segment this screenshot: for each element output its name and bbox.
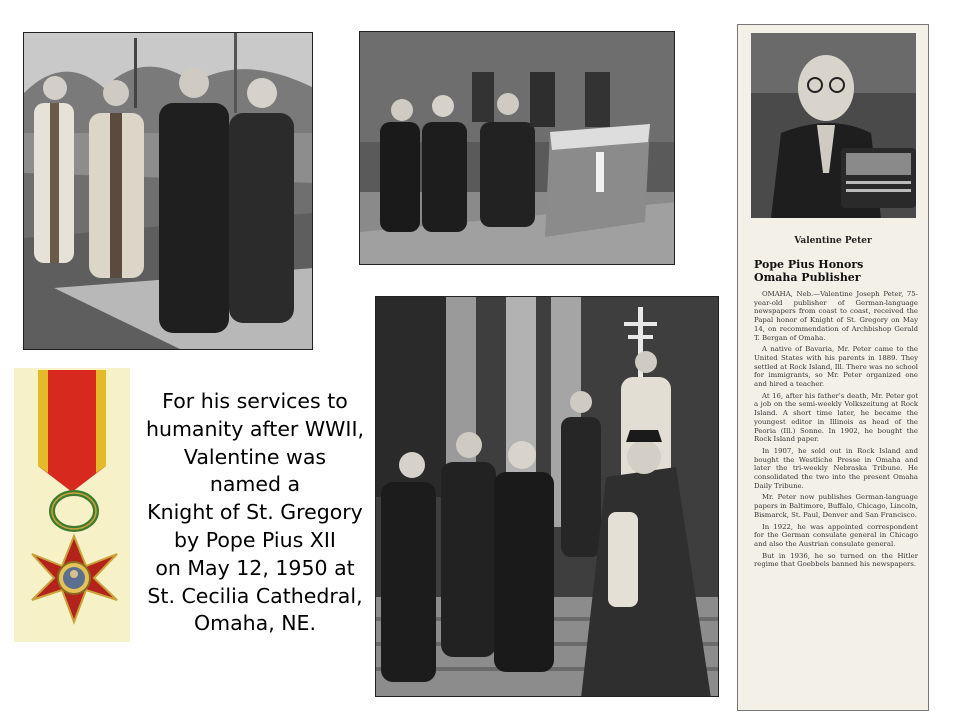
portrait-caption: Valentine Peter bbox=[794, 236, 872, 246]
article-paragraph: In 1922, he was appointed correspondent for the German consulate general in Chicago and also the Austrian consulate general. bbox=[754, 522, 918, 548]
article-paragraph: In 1907, he sold out in Rock Island and bought the Westliche Presse in Omaha and later the tri-weekly Nebraska Tribune. He consolidated the two into the present Omaha Daily Tribune. bbox=[754, 446, 918, 490]
kneeling-ceremony-photo bbox=[359, 31, 675, 265]
caption-line-9: Omaha, NE. bbox=[193, 611, 317, 636]
clipping-article-body bbox=[754, 290, 918, 572]
article-paragraph: A native of Bavaria, Mr. Peter came to the United States with his parents in 1889. They settled at Rock Island, Ill. There was no school for immigrants, so Mr. Peter organized one and hired a teacher. bbox=[754, 345, 918, 389]
article-paragraph: OMAHA, Neb.—Valentine Joseph Peter, 75-year-old publisher of German-language newspapers from coast to coast, received the Papal honor of Knight of St. Gregory on May 14, on recommendation of Archbishop Gerald T. Bergan of Omaha. bbox=[754, 290, 918, 342]
caption-line-2: humanity after WWII, bbox=[145, 416, 365, 441]
cathedral-steps-photo bbox=[375, 296, 719, 697]
cathedral-steps-photo-art bbox=[376, 297, 719, 697]
caption-line-5: Knight of St. Gregory bbox=[147, 500, 363, 525]
caption-line-3: Valentine was bbox=[183, 444, 327, 469]
newspaper-clipping bbox=[737, 24, 929, 711]
clipping-headline bbox=[754, 258, 924, 284]
headline-line-2: Omaha Publisher bbox=[754, 271, 861, 284]
caption-line-7: on May 12, 1950 at bbox=[155, 555, 355, 580]
article-paragraph: At 16, after his father's death, Mr. Peter got a job on the semi-weekly Volkszeitung at Rock Island. A short time later, he became the youngest editor in Illinois as head of the Peoria (Ill.) Sonne. In 1902, he bought the Rock Island paper. bbox=[754, 391, 918, 444]
headline-line-1: Pope Pius Honors bbox=[754, 258, 864, 271]
portrait-art bbox=[751, 33, 916, 218]
article-paragraph: Mr. Peter now publishes German-language papers in Baltimore, Buffalo, Chicago, Lincoln, Bismarck, St. Paul, Denver and San Francisco. bbox=[754, 493, 918, 519]
caption-line-1: For his services to bbox=[162, 389, 348, 413]
kneeling-ceremony-photo-art bbox=[360, 32, 675, 265]
knighthood-caption bbox=[130, 388, 380, 638]
article-paragraph: But in 1936, he so turned on the Hitler regime that Goebbels banned his newspapers. bbox=[754, 551, 918, 569]
caption-line-4: named a bbox=[209, 472, 301, 497]
medal-art bbox=[14, 368, 130, 642]
caption-line-8: St. Cecilia Cathedral, bbox=[147, 583, 363, 608]
caption-line-6: by Pope Pius XII bbox=[174, 527, 336, 552]
valentine-peter-portrait bbox=[751, 33, 916, 218]
order-of-st-gregory-medal bbox=[14, 368, 130, 642]
procession-photo bbox=[23, 32, 313, 350]
procession-photo-art bbox=[24, 33, 313, 350]
